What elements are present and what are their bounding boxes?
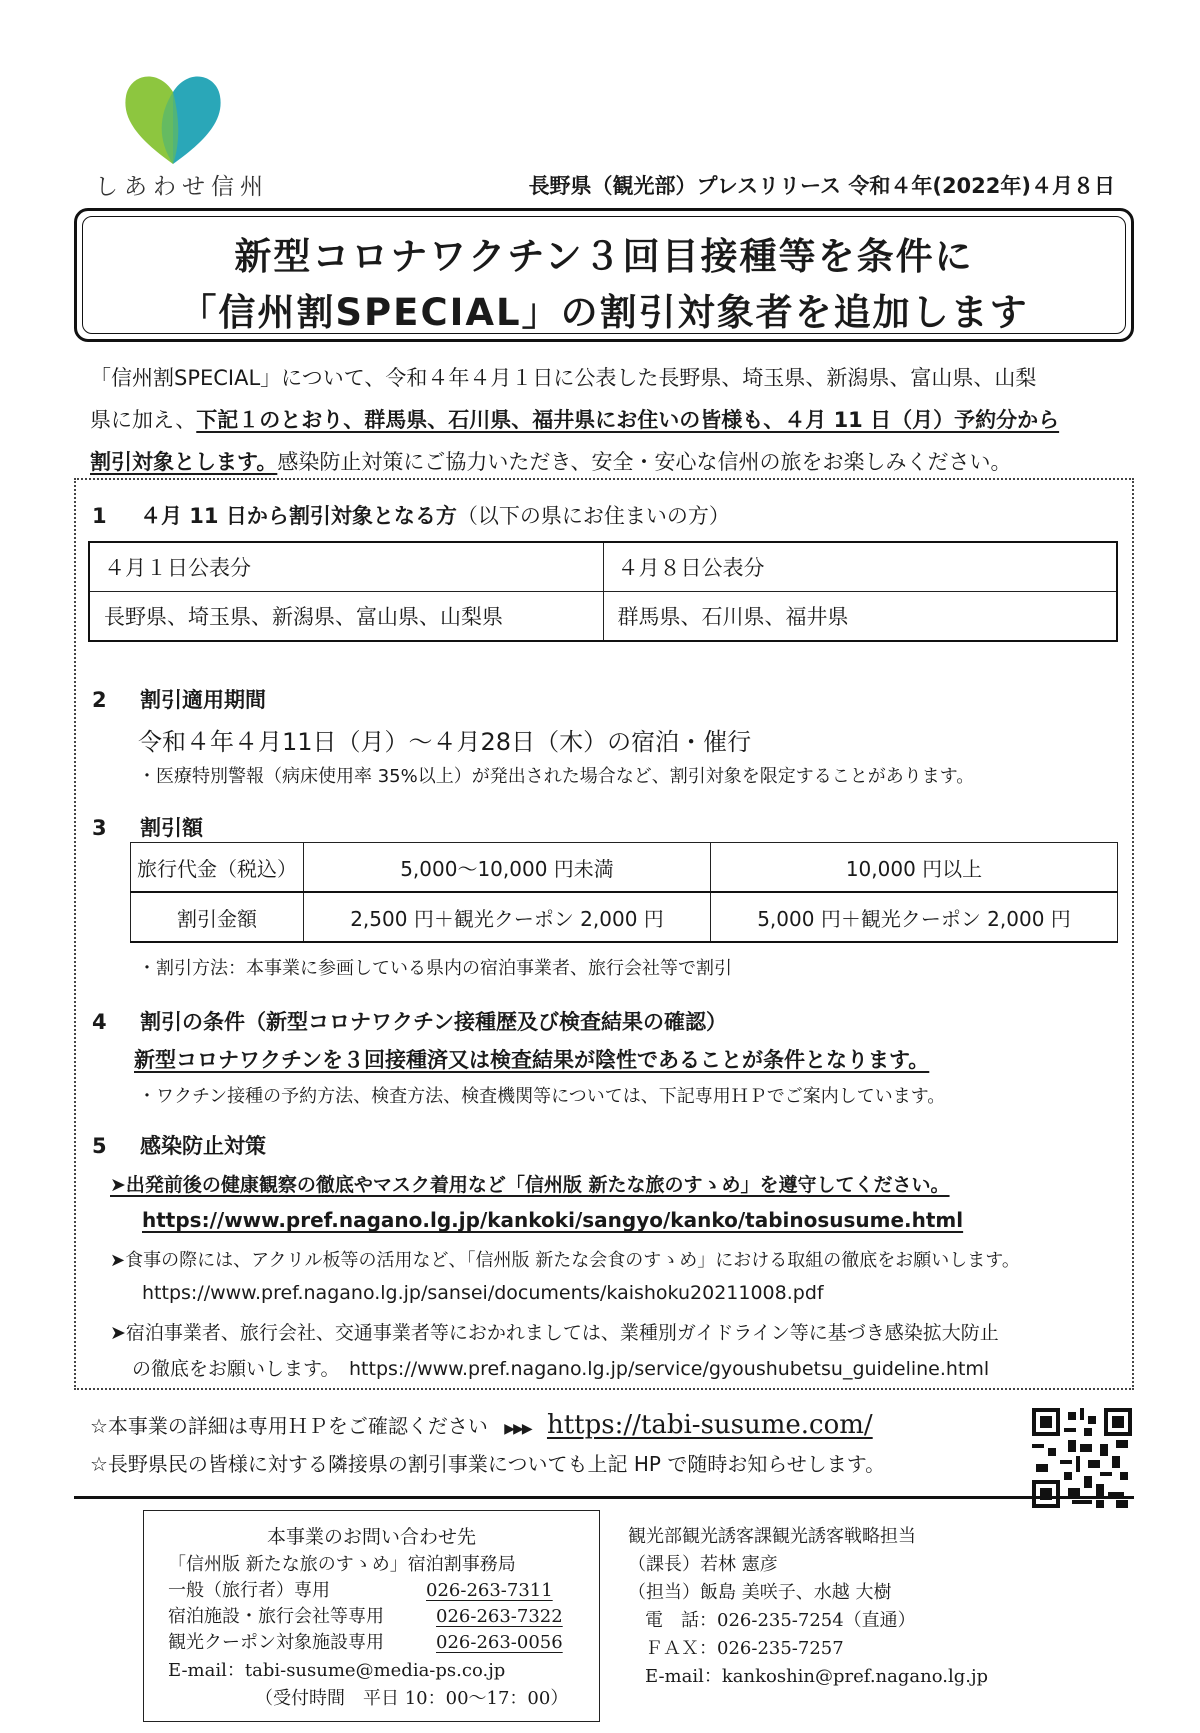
table-header: 旅行代金（税込）: [131, 843, 304, 893]
contact-email[interactable]: E-mail：tabi-susume@media-ps.co.jp: [168, 1660, 506, 1681]
discount-amount-table: [130, 842, 1118, 943]
press-release-date: 長野県（観光部）プレスリリース 令和４年(2022年)４月８日: [528, 174, 1115, 198]
table-cell: 2,500 円＋観光クーポン 2,000 円: [304, 892, 711, 942]
intro-text: 県に加え、: [90, 408, 197, 432]
section-number: 3: [92, 816, 107, 840]
measure-item-1: ➤出発前後の健康観察の徹底やマスク着用など「信州版 新たな旅のすゝめ」を遵守してください。: [110, 1174, 950, 1196]
fax-number: ＦＡＸ：026-235-7257: [645, 1638, 844, 1659]
section-3-heading: [92, 812, 203, 842]
measure-item-2: ➤食事の際には、アクリル板等の活用など、「信州版 新たな会食のすゝめ」における取組の徹底をお願いします。: [110, 1250, 1020, 1271]
section-title: 割引額: [140, 816, 203, 840]
direct-phone[interactable]: 電 話：026-235-7254（直通）: [645, 1610, 916, 1631]
qr-code-icon[interactable]: [1032, 1408, 1132, 1508]
period-note: ・医療特別警報（病床使用率 35%以上）が発出された場合など、割引対象を限定することがあります。: [138, 766, 975, 787]
dining-guide-link[interactable]: https://www.pref.nagano.lg.jp/sansei/documents/kaishoku20211008.pdf: [142, 1282, 824, 1304]
section-5-heading: [92, 1130, 266, 1160]
table-cell: 10,000 円以上: [711, 843, 1118, 893]
guideline-link[interactable]: https://www.pref.nagano.lg.jp/service/gyoushubetsu_guideline.html: [349, 1358, 990, 1380]
discount-condition: 新型コロナワクチンを３回接種済又は検査結果が陰性であることが条件となります。: [134, 1048, 930, 1072]
phone-number[interactable]: 026-263-0056: [436, 1632, 563, 1653]
section-1-heading: [92, 500, 730, 530]
title-line-2: 「信州割SPECIAL」の割引対象者を追加します: [179, 291, 1029, 334]
table-header: ４月１日公表分: [89, 542, 603, 592]
target-prefectures-table: [88, 541, 1118, 642]
footer-divider: [74, 1496, 1134, 1499]
intro-line-2: [90, 399, 1130, 441]
contact-hours: （受付時間 平日 10：00～17：00）: [255, 1688, 569, 1709]
contact-row: [168, 1602, 563, 1628]
table-cell: 群馬県、石川県、福井県: [603, 592, 1117, 642]
table-header: ４月８日公表分: [603, 542, 1117, 592]
intro-line-1: 「信州割SPECIAL」について、令和４年４月１日に公表した長野県、埼玉県、新潟県、富山県、山梨: [90, 366, 1037, 390]
table-header: 割引金額: [131, 892, 304, 942]
discount-method-note: ・割引方法：本事業に参画している県内の宿泊事業者、旅行会社等で割引: [138, 958, 732, 979]
section-number: 5: [92, 1134, 107, 1158]
section-note: （以下の県にお住まいの方）: [456, 504, 730, 528]
intro-line-3: [90, 441, 1130, 483]
intro-emphasis: 下記１のとおり、群馬県、石川県、福井県にお住いの皆様も、４月 11 日（月）予約分から: [196, 408, 1060, 432]
shiawase-shinshu-logo: [118, 64, 228, 174]
section-title: 割引の条件（新型コロナワクチン接種歴及び検査結果の確認）: [140, 1010, 727, 1034]
section-title: ４月 11 日から割引対象となる方: [140, 504, 457, 528]
department-email[interactable]: E-mail：kankoshin@pref.nagano.lg.jp: [645, 1666, 989, 1687]
phone-number[interactable]: 026-263-7311: [426, 1580, 553, 1601]
section-title: 割引適用期間: [140, 688, 266, 712]
intro-emphasis: 割引対象とします。: [90, 450, 278, 474]
logo-text: しあわせ信州: [95, 174, 269, 200]
notice-text: ☆本事業の詳細は専用ＨＰをご確認ください: [90, 1414, 488, 1438]
section-chief: （課長）若林 憲彦: [628, 1554, 778, 1575]
section-number: 1: [92, 504, 107, 528]
contact-office: 「信州版 新たな旅のすゝめ」宿泊割事務局: [168, 1554, 516, 1575]
arrow-icon: ▶▶▶: [504, 1421, 531, 1437]
section-2-heading: [92, 684, 266, 714]
measure-item-3-cont: [132, 1354, 989, 1381]
contact-title: 本事業のお問い合わせ先: [266, 1526, 476, 1548]
measure-text: の徹底をお願いします。: [132, 1358, 330, 1380]
section-number: 4: [92, 1010, 107, 1034]
contact-row: [168, 1628, 563, 1654]
discount-period: 令和４年４月11日（月）～４月28日（木）の宿泊・催行: [138, 728, 752, 756]
notice-1: [90, 1410, 873, 1440]
department: 観光部観光誘客課観光誘客戦略担当: [628, 1526, 916, 1547]
intro-text: 感染防止対策にご協力いただき、安全・安心な信州の旅をお楽しみください。: [277, 450, 1012, 474]
table-cell: 5,000 円＋観光クーポン 2,000 円: [711, 892, 1118, 942]
contact-label: 宿泊施設・旅行会社等専用: [168, 1606, 384, 1627]
official-site-link[interactable]: https://tabi-susume.com/: [546, 1410, 873, 1440]
section-4-heading: [92, 1006, 727, 1036]
contact-row: [168, 1576, 553, 1602]
contact-label: 観光クーポン対象施設専用: [168, 1632, 384, 1653]
section-title: 感染防止対策: [140, 1134, 266, 1158]
travel-guide-link[interactable]: https://www.pref.nagano.lg.jp/kankoki/sangyo/kanko/tabinosusume.html: [142, 1208, 964, 1232]
table-cell: 5,000～10,000 円未満: [304, 843, 711, 893]
title-line-1: 新型コロナワクチン３回目接種等を条件に: [234, 235, 974, 278]
phone-number[interactable]: 026-263-7322: [436, 1606, 563, 1627]
staff-in-charge: （担当）飯島 美咲子、水越 大樹: [628, 1582, 892, 1603]
vaccine-note: ・ワクチン接種の予約方法、検査方法、検査機関等については、下記専用ＨＰでご案内しています。: [138, 1086, 946, 1107]
measure-item-3: ➤宿泊事業者、旅行会社、交通事業者等におかれましては、業種別ガイドライン等に基づき感染拡大防止: [110, 1322, 999, 1344]
contact-label: 一般（旅行者）専用: [168, 1580, 330, 1601]
table-cell: 長野県、埼玉県、新潟県、富山県、山梨県: [89, 592, 603, 642]
intro-paragraph: [90, 357, 1130, 483]
section-number: 2: [92, 688, 107, 712]
notice-2: ☆長野県民の皆様に対する隣接県の割引事業についても上記 HP で随時お知らせします。: [90, 1452, 886, 1476]
